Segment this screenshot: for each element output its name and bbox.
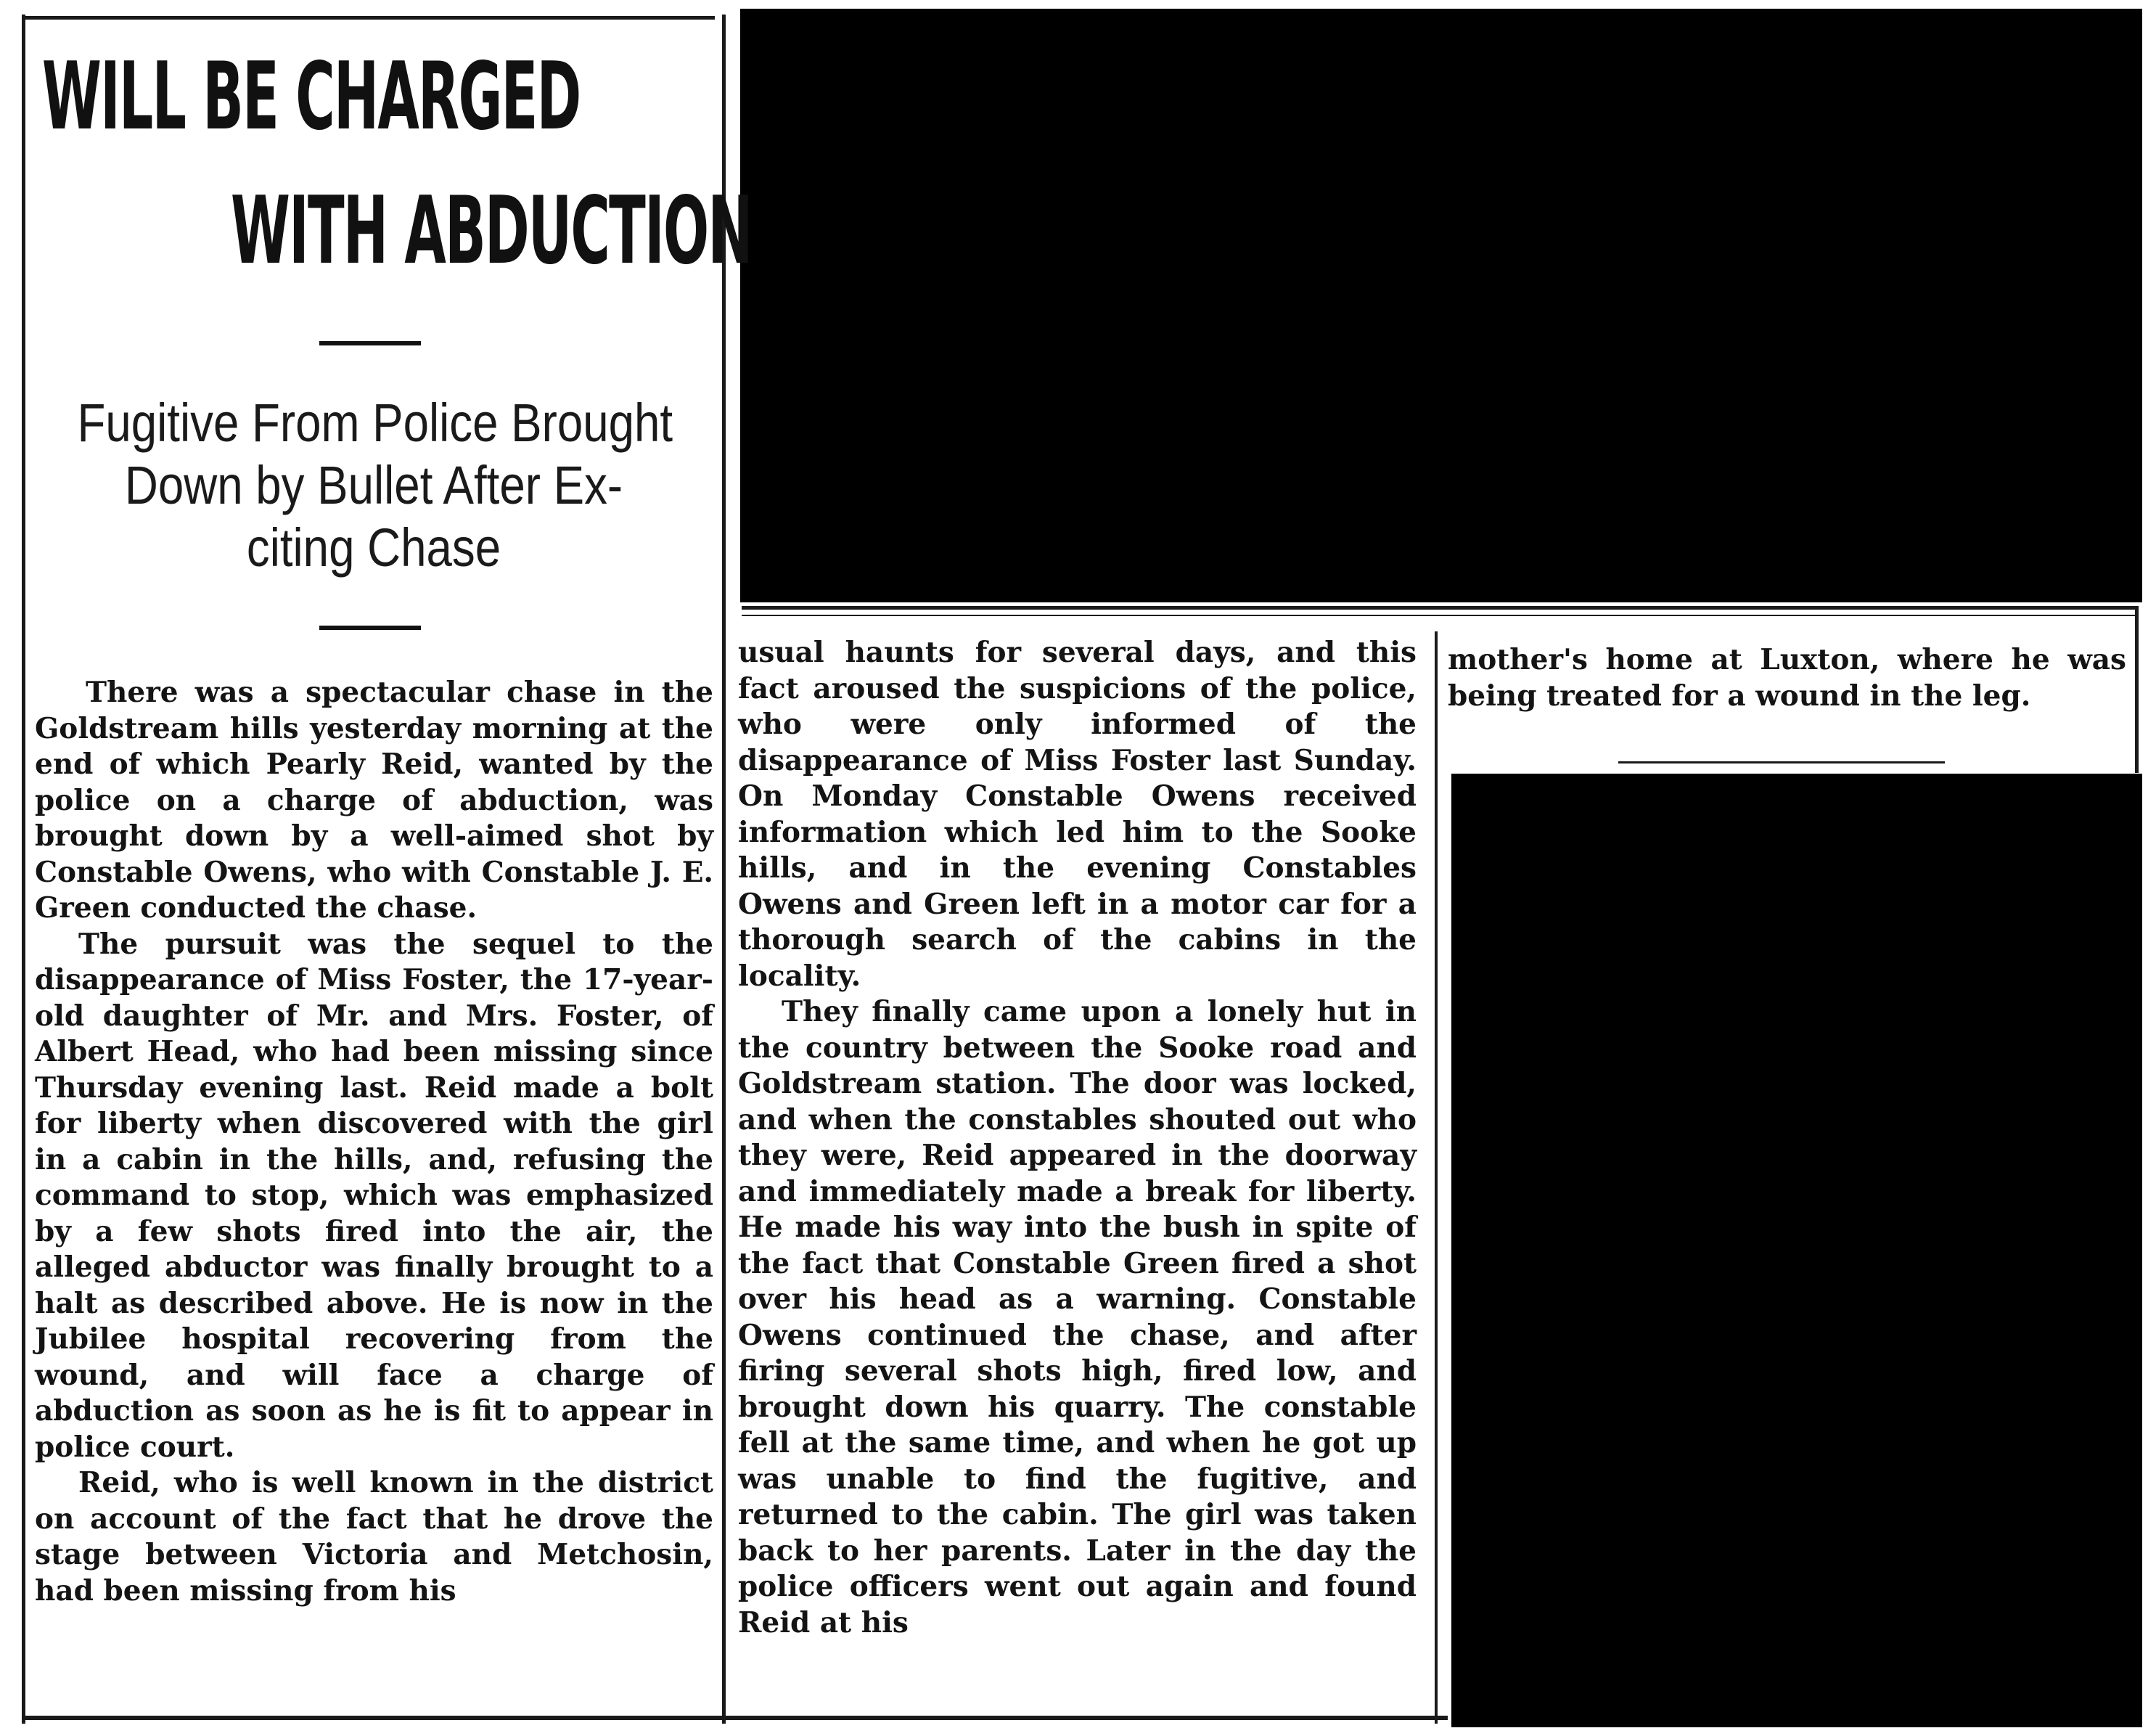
redacted-region-top (740, 9, 2142, 602)
headline-line-2: WITH ABDUCTION (231, 177, 752, 285)
bottom-border-rule (22, 1716, 1448, 1720)
top-border-rule (22, 16, 715, 20)
article-end-rule (1618, 761, 1945, 763)
headline-line-1: WILL BE CHARGED (42, 43, 581, 151)
paragraph-4: usual haunts for several days, and this fact aroused the suspicions of the police, who were only informed of the disappearance of Miss Foster last Sunday. On Monday Constable Owens received information which led him to the Sooke hills, and in the evening Constables Owens and Green left in a motor car for a thorough search of the cabins in the locality. (738, 636, 1417, 993)
subhead-line-2: Down by Bullet After Ex- (124, 455, 623, 515)
article-column-3 (1448, 642, 2126, 714)
headline-separator (319, 341, 421, 345)
right-border-rule (2135, 606, 2139, 773)
paragraph-6: mother's home at Luxton, where he was being treated for a wound in the leg. (1448, 643, 2126, 713)
section-divider-rule-thin (742, 615, 2139, 616)
left-border-rule (22, 15, 25, 1724)
redacted-region-right (1451, 774, 2142, 1727)
paragraph-3: Reid, who is well known in the district on account of the fact that he drove the stage between Victoria and Metchosin, had been missing from his (35, 1466, 713, 1608)
column-rule-2 (1435, 631, 1438, 1724)
section-divider-rule (742, 606, 2139, 610)
article-column-2 (738, 635, 1417, 1641)
paragraph-5: They finally came upon a lonely hut in the country between the Sooke road and Goldstream station. The door was locked, and when the constables shouted out who they were, Reid appeared in the doorway and immediately made a break for liberty. He made his way into the bush in spite of the fact that Constable Green fired a shot over his head as a warning. Constable Owens continued the chase, and after firing several shots high, fired low, and brought down his quarry. The constable fell at the same time, and when he got up was unable to find the fugitive, and returned to the cabin. The girl was taken back to her parents. Later in the day the police officers went out again and found Reid at his (738, 995, 1417, 1639)
paragraph-1: There was a spectacular chase in the Goldstream hills yesterday morning at the end of which Pearly Reid, wanted by the police on a charge of abduction, was brought down by a well-aimed shot by Constable Owens, who with Constable J. E. Green conducted the chase. (35, 676, 713, 925)
article-column-1 (35, 675, 713, 1609)
subhead-separator (319, 626, 421, 630)
subhead-line-1: Fugitive From Police Brought (77, 393, 673, 453)
subhead-line-3: citing Chase (246, 517, 501, 578)
paragraph-2: The pursuit was the sequel to the disappearance of Miss Foster, the 17-year-old daughter of Mr. and Mrs. Foster, of Albert Head, who had been missing since Thursday evening last. Reid made a bolt for liberty when discovered with the girl in a cabin in the hills, and, refusing the command to stop, which was emphasized by a few shots fired into the air, the alleged abductor was finally brought to a halt as described above. He is now in the Jubilee hospital recovering from the wound, and will face a charge of abduction as soon as he is fit to appear in police court. (35, 927, 713, 1464)
